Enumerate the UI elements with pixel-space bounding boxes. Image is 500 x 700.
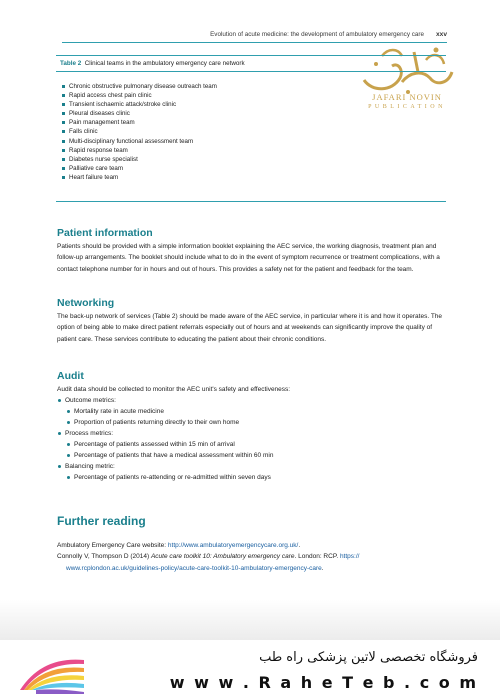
- reference-end: .: [321, 564, 324, 572]
- table-list: [56, 72, 446, 182]
- audit-metric: Percentage of patients re-attending or re-admitted within seven days: [57, 472, 445, 483]
- watermark-brand: JAFARI NOVIN: [372, 92, 442, 102]
- audit-metric: Percentage of patients assessed within 15 min of arrival: [57, 439, 445, 450]
- book-fan-logo-icon: [12, 650, 92, 694]
- store-name-persian: فروشگاه تخصصی لاتین پزشکی راه طب: [259, 650, 478, 665]
- section-patient-information: [57, 227, 445, 275]
- table-bottom-rule: [56, 201, 446, 202]
- reference-publisher: . London: RCP.: [294, 553, 340, 561]
- running-head: [62, 28, 447, 43]
- section-audit: [57, 370, 445, 483]
- table-caption-text: Clinical teams in the ambulatory emergency care network: [84, 60, 245, 67]
- section-heading: Further reading: [57, 514, 146, 528]
- audit-metric-group: Process metrics:: [57, 428, 445, 439]
- section-further-reading: [57, 514, 445, 574]
- audit-metric-group: Outcome metrics:: [57, 395, 445, 406]
- table-label: Table 2: [60, 60, 82, 67]
- section-body: The back-up network of services (Table 2) should be made aware of the AEC service, in particular where it is and how it operates. The option of being able to make direct patient referrals especially out of hours and at weekends can significantly improve the quality of patient care. These services contribute to educating the patient about their chronic conditions.: [57, 313, 443, 343]
- reference-link[interactable]: http://www.ambulatoryemergencycare.org.uk/: [167, 542, 299, 549]
- table-item: Pleural diseases clinic: [62, 109, 442, 118]
- audit-metric-group: Balancing metric:: [57, 461, 445, 472]
- table-item: Multi-disciplinary functional assessment team: [62, 137, 442, 146]
- table-item: Chronic obstructive pulmonary disease outreach team: [62, 82, 442, 91]
- reference-authors: Connolly V, Thompson D (2014): [57, 553, 151, 561]
- reference-text: Ambulatory Emergency Care website:: [57, 542, 168, 549]
- store-footer-banner: [0, 640, 500, 700]
- table-item: Pain management team: [62, 118, 442, 127]
- reference-title: Acute care toolkit 10: Ambulatory emergency care: [150, 553, 295, 561]
- table-item: Falls clinic: [62, 127, 442, 136]
- table-item: Heart failure team: [62, 173, 442, 182]
- reference-2: [57, 551, 445, 574]
- table-caption: [56, 55, 446, 72]
- section-heading: Audit: [57, 370, 84, 382]
- page-fade: [0, 600, 500, 640]
- running-head-title: Evolution of acute medicine: the development of ambulatory emergency care: [210, 30, 424, 38]
- watermark-sub: PUBLICATION: [368, 104, 446, 110]
- table-item: Transient ischaemic attack/stroke clinic: [62, 100, 442, 109]
- section-heading: Networking: [57, 297, 115, 309]
- table-item: Palliative care team: [62, 164, 442, 173]
- reference-link-continued[interactable]: www.rcplondon.ac.uk/guidelines-policy/acute-care-toolkit-10-ambulatory-emergency-care: [66, 564, 322, 572]
- reference-end: .: [298, 542, 301, 549]
- table-item: Rapid response team: [62, 146, 442, 155]
- audit-metric: Percentage of patients that have a medical assessment within 60 min: [57, 450, 445, 461]
- page-number: xxv: [435, 30, 447, 38]
- audit-list: [57, 395, 445, 483]
- section-body: Patients should be provided with a simple information booklet explaining the AEC service, the working diagnosis, treatment plan and follow-up arrangements. The booklet should include what to do in the event of symptom recurrence or treatment complications, with a contact telephone number for in hours and out of hours. This provides a safety net for the patient and feedback for the team.: [57, 243, 440, 273]
- audit-metric: Proportion of patients returning directly to their own home: [57, 417, 445, 428]
- table-item: Rapid access chest pain clinic: [62, 91, 442, 100]
- section-heading: Patient information: [57, 227, 153, 239]
- audit-intro: Audit data should be collected to monitor the AEC unit's safety and effectiveness:: [57, 386, 291, 393]
- reference-link[interactable]: https://: [339, 553, 360, 561]
- audit-metric: Mortality rate in acute medicine: [57, 406, 445, 417]
- store-website[interactable]: w w w . R a h e T e b . c o m: [169, 673, 478, 692]
- section-networking: [57, 297, 445, 345]
- reference-1: [57, 540, 445, 551]
- table-item: Diabetes nurse specialist: [62, 155, 442, 164]
- table-2: [56, 55, 446, 182]
